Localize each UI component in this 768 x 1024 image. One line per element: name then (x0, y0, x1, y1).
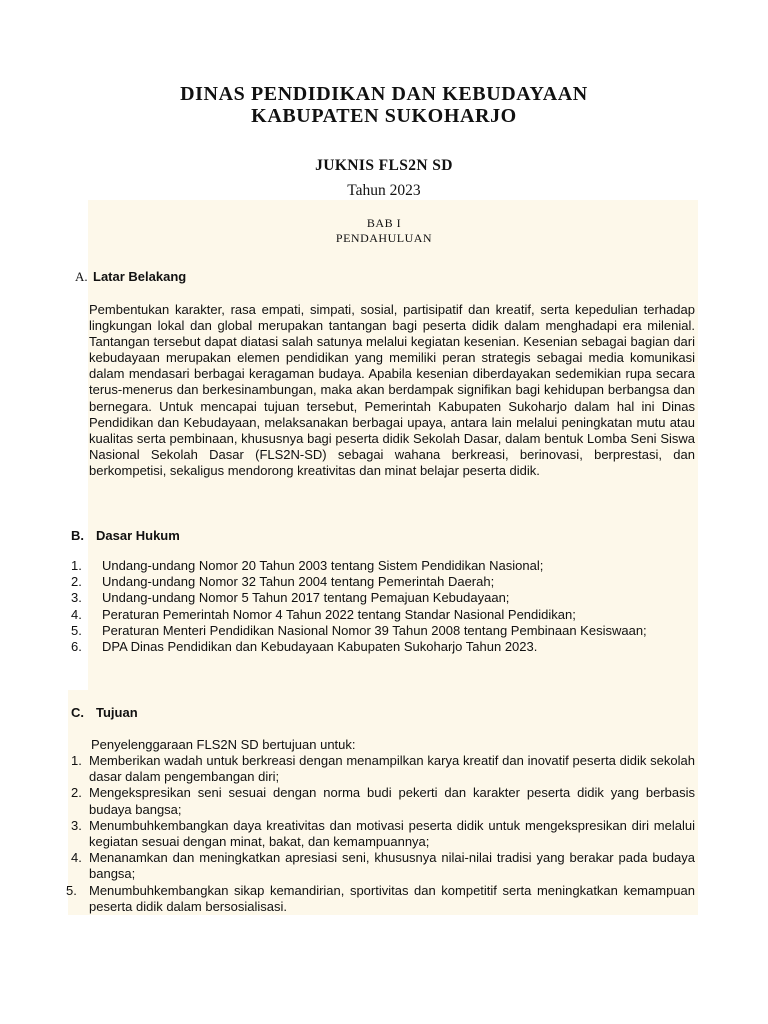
legal-basis-list (71, 558, 698, 655)
institution-title-line1: DINAS PENDIDIKAN DAN KEBUDAYAAN (180, 83, 588, 105)
list-item (71, 607, 698, 623)
list-item-text: Menumbuhkembangkan daya kreativitas dan motivasi peserta didik untuk mengekspresikan diri melalui kegiatan sesuai dengan minat, bakat, dan kemampuannya; (89, 817, 695, 850)
section-a-letter: A. (75, 269, 88, 284)
section-c-intro: Penyelenggaraan FLS2N SD bertujuan untuk: (91, 737, 356, 752)
list-item-number: 2. (71, 574, 82, 590)
objectives-list (68, 753, 695, 915)
list-item (71, 574, 698, 590)
section-b-heading (71, 528, 180, 543)
list-item (68, 883, 695, 915)
document-year: Tahun 2023 (347, 182, 421, 199)
section-c-heading (71, 705, 138, 720)
section-c-letter: C. (71, 705, 84, 720)
institution-title-line2: KABUPATEN SUKOHARJO (251, 105, 517, 127)
list-item-number: 5. (66, 882, 77, 898)
list-item (71, 639, 698, 655)
list-item-text: Menumbuhkembangkan sikap kemandirian, sportivitas dan kompetitif serta meningkatkan kemampuan peserta didik dalam bersosialisasi. (89, 882, 695, 914)
list-item-number: 4. (71, 850, 82, 866)
section-a-heading (75, 269, 186, 285)
list-item-text: DPA Dinas Pendidikan dan Kebudayaan Kabupaten Sukoharjo Tahun 2023. (102, 639, 538, 655)
list-item-text: Undang-undang Nomor 5 Tahun 2017 tentang Pemajuan Kebudayaan; (102, 590, 510, 606)
list-item-text: Menanamkan dan meningkatkan apresiasi seni, khususnya nilai-nilai tradisi yang berakar pada budaya bangsa; (89, 850, 695, 882)
list-item-number: 6. (71, 639, 82, 655)
list-item (68, 850, 695, 882)
list-item (68, 818, 695, 850)
section-a-title: Latar Belakang (93, 269, 187, 284)
list-item-number: 3. (71, 817, 82, 833)
chapter-title: PENDAHULUAN (335, 231, 433, 245)
list-item-number: 5. (71, 622, 82, 638)
section-a-paragraph: Pembentukan karakter, rasa empati, simpati, sosial, partisipatif dan kreatif, serta kepedulian terhadap lingkungan lokal dan global merupakan tantangan bagi peserta didik dalam menghadapi era milenial. Tantangan tersebut dapat diatasi salah satunya melalui kegiatan kesenian. Kesenian sebagai bagian dari kebudayaan merupakan elemen pendidikan yang memiliki peran strategis sebagai media komunikasi dalam mendasari berbagai keragaman budaya. Apabila kesenian diberdayakan sedemikian rupa secara terus-menerus dan berkesinambungan, maka akan berdampak signifikan bagi kehidupan berbangsa dan bernegara. Untuk mencapai tujuan tersebut, Pemerintah Kabupaten Sukoharjo dalam hal ini Dinas Pendidikan dan Kebudayaan, melaksanakan berbagai upaya, antara lain melalui peningkatan mutu atau kualitas serta pembinaan, khususnya bagi peserta didik Sekolah Dasar, dalam bentuk Lomba Seni Siswa Nasional Sekolah Dasar (FLS2N-SD) sebagai wahana berkreasi, berinovasi, berprestasi, dan berkompetisi, sekaligus mendorong kreativitas dan minat belajar peserta didik. (89, 302, 695, 478)
section-b-title: Dasar Hukum (96, 528, 180, 543)
list-item-text: Undang-undang Nomor 32 Tahun 2004 tentang Pemerintah Daerah; (102, 574, 495, 590)
chapter-number: BAB I (366, 216, 402, 230)
list-item-number: 1. (71, 753, 82, 768)
document-subtitle: JUKNIS FLS2N SD (315, 157, 453, 174)
list-item-text: Memberikan wadah untuk berkreasi dengan menampilkan karya kreatif dan inovatif peserta didik sekolah dasar dalam pengembangan diri; (89, 753, 695, 785)
list-item-number: 3. (71, 590, 82, 606)
list-item-number: 4. (71, 606, 82, 622)
list-item-number: 1. (71, 558, 82, 573)
section-c-title: Tujuan (96, 705, 138, 720)
list-item (68, 785, 695, 817)
list-item-text: Peraturan Menteri Pendidikan Nasional Nomor 39 Tahun 2008 tentang Pembinaan Kesiswaan; (102, 622, 647, 638)
list-item (71, 623, 698, 639)
list-item-text: Mengekspresikan seni sesuai dengan norma budi pekerti dan karakter peserta didik yang berbasis budaya bangsa; (89, 785, 695, 817)
section-b-letter: B. (71, 528, 84, 543)
list-item-number: 2. (71, 785, 82, 801)
list-item-text: Peraturan Pemerintah Nomor 4 Tahun 2022 tentang Standar Nasional Pendidikan; (102, 606, 576, 622)
list-item-text: Undang-undang Nomor 20 Tahun 2003 tentang Sistem Pendidikan Nasional; (102, 558, 544, 573)
list-item (71, 558, 698, 574)
list-item (71, 590, 698, 606)
list-item (68, 753, 695, 785)
